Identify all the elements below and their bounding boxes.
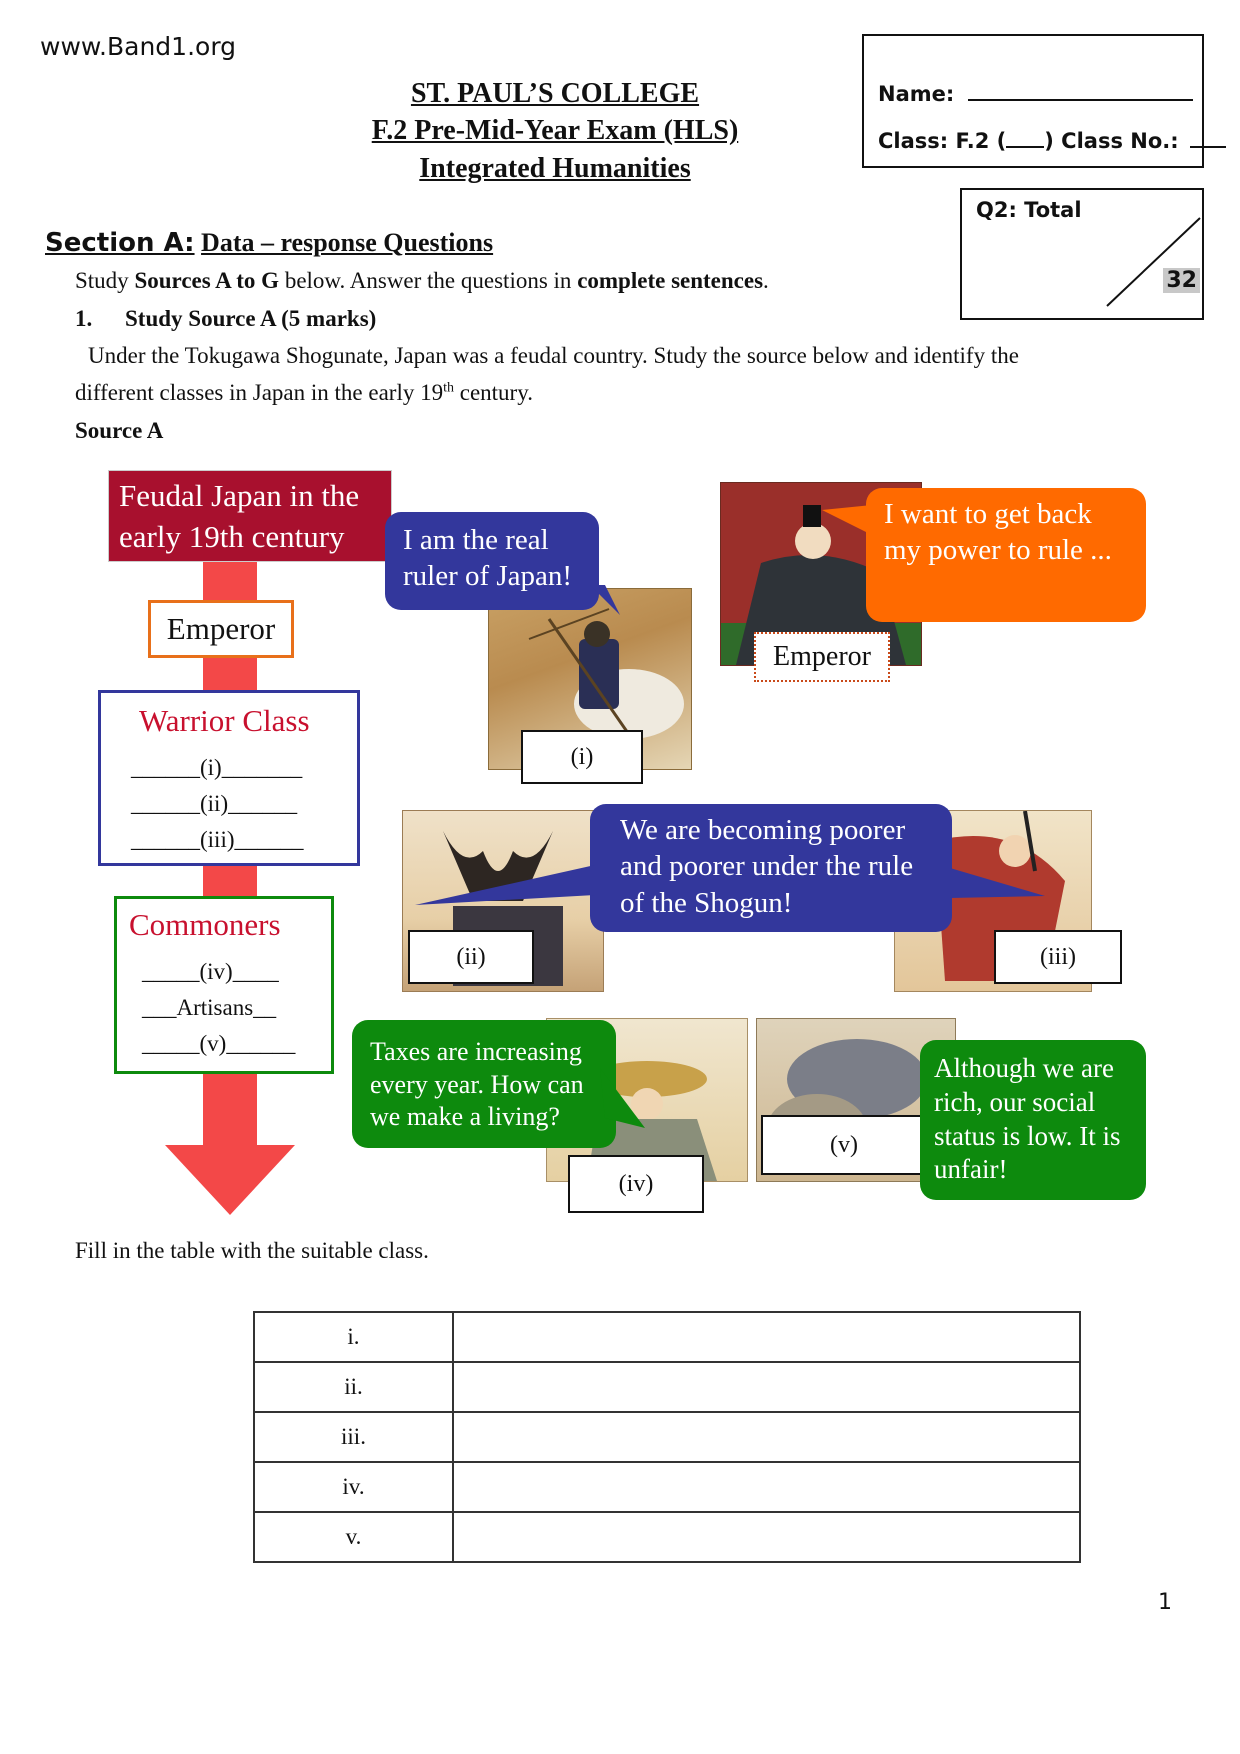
- row-key-ii: ii.: [254, 1362, 453, 1412]
- score-diagonal: [962, 190, 1202, 318]
- section-heading: [45, 228, 493, 258]
- class-no-label: ) Class No.:: [1044, 129, 1179, 153]
- warrior-item-iii: ______(iii)______: [131, 827, 304, 852]
- warrior-item-i: ______(i)_______: [131, 755, 303, 780]
- name-label: Name:: [878, 82, 955, 106]
- merchant-bubble-tail: [950, 868, 1050, 908]
- diagram-title: Feudal Japan in the early 19th century: [108, 470, 392, 562]
- commoner-item-artisans: ___Artisans__: [142, 995, 277, 1020]
- label-i: (i): [521, 730, 643, 784]
- peasant-bubble-tail: [600, 1068, 660, 1128]
- score-total: 32: [1163, 268, 1200, 293]
- student-info-box: [862, 34, 1204, 168]
- shogun-speech-bubble: I am the real ruler of Japan!: [385, 512, 599, 610]
- commoner-item-iv: _____(iv)____: [142, 959, 279, 984]
- question-number: 1.: [75, 306, 93, 331]
- class-label: Class: F.2 (: [878, 129, 1007, 153]
- table-row: [254, 1312, 1080, 1362]
- section-label: Section A:: [45, 228, 195, 258]
- question-intro-line1: Under the Tokugawa Shogunate, Japan was a feudal country. Study the source below and identify the: [88, 343, 1019, 368]
- warrior-item-ii: ______(ii)______: [131, 791, 298, 816]
- label-iii: (iii): [994, 930, 1122, 984]
- school-title: ST. PAUL’S COLLEGE: [410, 78, 700, 109]
- question-title: Study Source A (5 marks): [125, 306, 377, 331]
- samurai-speech-bubble: We are becoming poorer and poorer under the rule of the Shogun!: [590, 804, 952, 932]
- table-row: [254, 1512, 1080, 1562]
- page-number: 1: [1158, 1590, 1172, 1615]
- fill-instruction: Fill in the table with the suitable class.: [75, 1238, 429, 1263]
- merchant-speech-bubble: Although we are rich, our social status is low. It is unfair!: [920, 1040, 1146, 1200]
- row-key-iii: iii.: [254, 1412, 453, 1462]
- score-box: [960, 188, 1204, 320]
- commoner-item-v: _____(v)______: [142, 1031, 296, 1056]
- name-field[interactable]: [968, 81, 1193, 101]
- shogun-bubble-tail: [590, 585, 640, 625]
- label-iv: (iv): [568, 1155, 704, 1213]
- row-key-iv: iv.: [254, 1462, 453, 1512]
- answer-cell-i[interactable]: [453, 1312, 1080, 1362]
- answer-cell-ii[interactable]: [453, 1362, 1080, 1412]
- warrior-class-title: Warrior Class: [139, 703, 310, 738]
- class-field[interactable]: [1006, 128, 1044, 148]
- exam-title: F.2 Pre-Mid-Year Exam (HLS): [371, 115, 739, 146]
- question-intro-line2: different classes in Japan in the early 19th century.: [75, 380, 533, 405]
- answer-table: [253, 1311, 1081, 1563]
- label-ii: (ii): [408, 930, 534, 984]
- emperor-bubble-tail: [822, 505, 882, 545]
- answer-cell-v[interactable]: [453, 1512, 1080, 1562]
- commoners-title: Commoners: [129, 907, 281, 942]
- commoners-box: [114, 896, 334, 1074]
- table-row: [254, 1462, 1080, 1512]
- peasant-speech-bubble: Taxes are increasing every year. How can we make a living?: [352, 1020, 616, 1148]
- emperor-speech-bubble: I want to get back my power to rule ...: [866, 488, 1146, 622]
- score-label: Q2: Total: [976, 198, 1082, 222]
- answer-cell-iii[interactable]: [453, 1412, 1080, 1462]
- table-row: [254, 1412, 1080, 1462]
- row-key-v: v.: [254, 1512, 453, 1562]
- warrior-class-box: [98, 690, 360, 866]
- emperor-picture-label: Emperor: [754, 632, 890, 682]
- hierarchy-arrow: [160, 560, 300, 1220]
- answer-cell-iv[interactable]: [453, 1462, 1080, 1512]
- website-url: www.Band1.org: [40, 32, 237, 61]
- emperor-box: Emperor: [148, 600, 294, 658]
- section-instructions: Study Sources A to G below. Answer the questions in complete sentences.: [75, 268, 769, 293]
- label-v: (v): [761, 1115, 927, 1175]
- section-title: Data – response Questions: [201, 228, 494, 257]
- samurai-bubble-tail: [415, 865, 615, 925]
- source-label: Source A: [75, 418, 164, 443]
- row-key-i: i.: [254, 1312, 453, 1362]
- subject-title: Integrated Humanities: [419, 153, 691, 184]
- class-no-field[interactable]: [1190, 128, 1226, 148]
- table-row: [254, 1362, 1080, 1412]
